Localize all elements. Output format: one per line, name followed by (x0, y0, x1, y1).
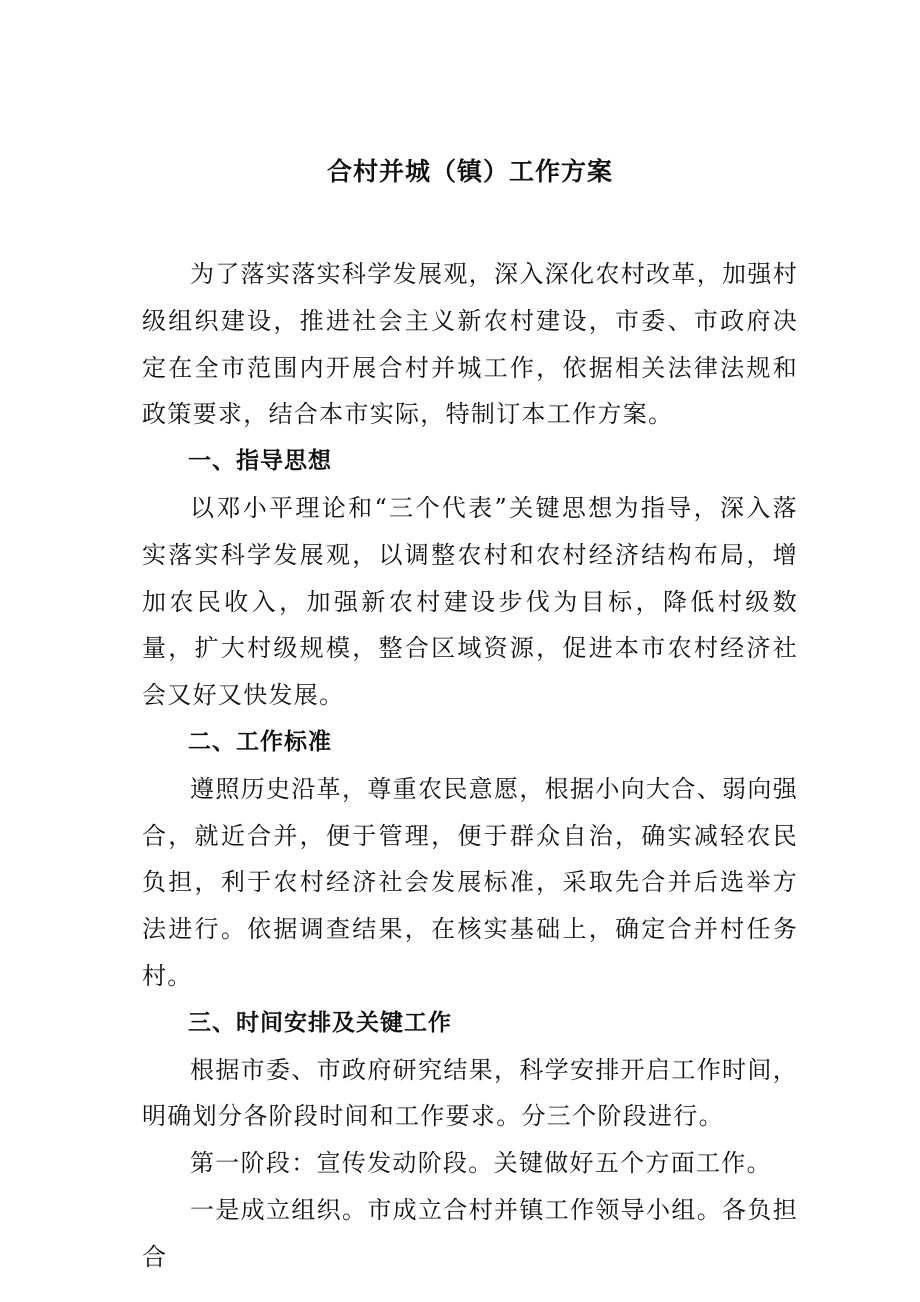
document-title: 合村并城（镇）工作方案 (326, 157, 613, 186)
section-heading-schedule: 三、时间安排及关键工作 (188, 1009, 452, 1036)
stage-one-paragraph: 第一阶段：宣传发动阶段。关键做好五个方面工作。 (190, 1149, 772, 1178)
intro-paragraph: 为了落实落实科学发展观，深入深化农村改革，加强村级组织建设，推进社会主义新农村建设，市委、市政府决定在全市范围内开展合村并城工作，依据相关法律法规和政策要求，结合本市实际，特制订本工作方案。 (142, 260, 798, 429)
guiding-ideology-paragraph: 以邓小平理论和“三个代表”关键思想为指导，深入落实落实科学发展观，以调整农村和农村经济结构布局，增加农民收入，加强新农村建设步伐为目标，降低村级数量，扩大村级规模，整合区域资源，促进本市农村经济社会又好又快发展。 (142, 493, 798, 710)
organization-paragraph: 一是成立组织。市成立合村并镇工作领导小组。各负担合 (142, 1195, 798, 1271)
work-standards-paragraph: 遵照历史沿革，尊重农民意愿，根据小向大合、弱向强合，就近合并，便于管理，便于群众自治，确实减轻农民负担，利于农村经济社会发展标准，采取先合并后选举方法进行。依据调查结果，在核实基础上，确定合并村任务村。 (142, 774, 798, 990)
section-heading-guiding-ideology: 一、指导思想 (188, 448, 332, 475)
section-heading-work-standards: 二、工作标准 (188, 728, 332, 755)
document-body (142, 251, 798, 1281)
schedule-paragraph: 根据市委、市政府研究结果，科学安排开启工作时间，明确划分各阶段时间和工作要求。分三个阶段进行。 (142, 1055, 798, 1131)
